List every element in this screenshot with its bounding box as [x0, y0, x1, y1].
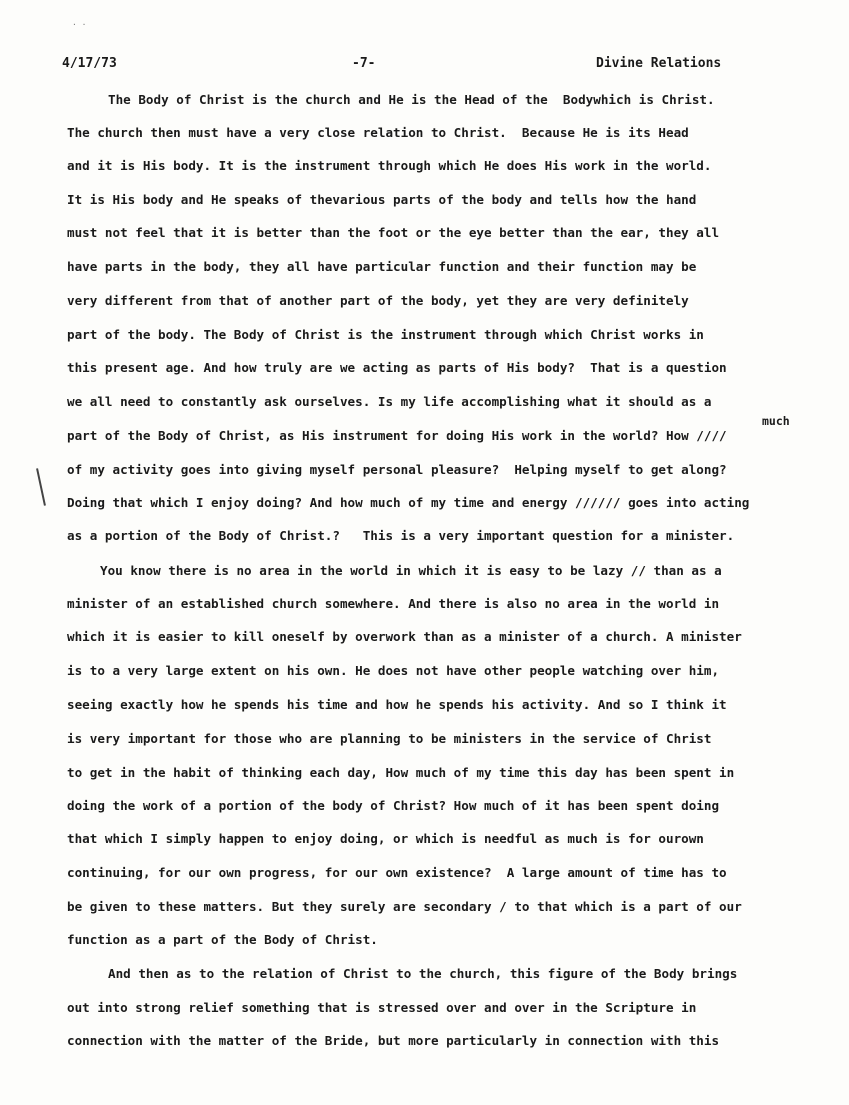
page-header [62, 56, 742, 76]
text-line: is to a very large extent on his own. He does not have other people watching over him, [67, 663, 720, 678]
text-line: You know there is no area in the world in which it is easy to be lazy // than as a [100, 563, 722, 578]
text-line: very different from that of another part of the body, yet they are very definitely [67, 293, 689, 308]
text-line: to get in the habit of thinking each day, How much of my time this day has been spent in [67, 765, 735, 780]
header-section-title: Divine Relations [596, 56, 722, 71]
text-line: as a portion of the Body of Christ.? This is a very important question for a minister. [67, 528, 735, 543]
text-line: function as a part of the Body of Christ. [67, 932, 378, 947]
text-line: out into strong relief something that is stressed over and over in the Scripture in [67, 1000, 697, 1015]
text-line: which it is easier to kill oneself by overwork than as a minister of a church. A minister [67, 629, 742, 644]
header-date: 4/17/73 [62, 56, 117, 71]
text-line: The church then must have a very close relation to Christ. Because He is its Head [67, 125, 689, 140]
text-line: we all need to constantly ask ourselves. Is my life accomplishing what it should as a [67, 394, 712, 409]
margin-pen-mark [36, 468, 46, 506]
text-line: The Body of Christ is the church and He is the Head of the Bodywhich is Christ. [108, 92, 715, 107]
text-line: Doing that which I enjoy doing? And how much of my time and energy ////// goes into acting [67, 495, 750, 510]
text-line: connection with the matter of the Bride, but more particularly in connection with this [67, 1033, 720, 1048]
text-line: seeing exactly how he spends his time and how he spends his activity. And so I think it [67, 697, 727, 712]
text-line: It is His body and He speaks of thevarious parts of the body and tells how the hand [67, 192, 697, 207]
text-line: part of the Body of Christ, as His instrument for doing His work in the world? How //// [67, 428, 727, 443]
text-line: doing the work of a portion of the body of Christ? How much of it has been spent doing [67, 798, 720, 813]
text-line: this present age. And how truly are we acting as parts of His body? That is a question [67, 360, 727, 375]
text-line: that which I simply happen to enjoy doing, or which is needful as much is for ourown [67, 831, 704, 846]
interlinear-annotation-much: much [762, 414, 790, 428]
header-page-number: -7- [352, 56, 376, 71]
text-line: must not feel that it is better than the foot or the eye better than the ear, they all [67, 225, 720, 240]
text-line: and it is His body. It is the instrument through which He does His work in the world. [67, 158, 712, 173]
text-line: of my activity goes into giving myself personal pleasure? Helping myself to get along? [67, 462, 727, 477]
paper-specks: · · [72, 20, 87, 29]
text-line: minister of an established church somewhere. And there is also no area in the world in [67, 596, 720, 611]
text-line: be given to these matters. But they surely are secondary / to that which is a part of our [67, 899, 742, 914]
text-line: have parts in the body, they all have particular function and their function may be [67, 259, 697, 274]
text-line: continuing, for our own progress, for our own existence? A large amount of time has to [67, 865, 727, 880]
text-line: is very important for those who are planning to be ministers in the service of Christ [67, 731, 712, 746]
text-line: part of the body. The Body of Christ is the instrument through which Christ works in [67, 327, 704, 342]
text-line: And then as to the relation of Christ to the church, this figure of the Body brings [108, 966, 738, 981]
